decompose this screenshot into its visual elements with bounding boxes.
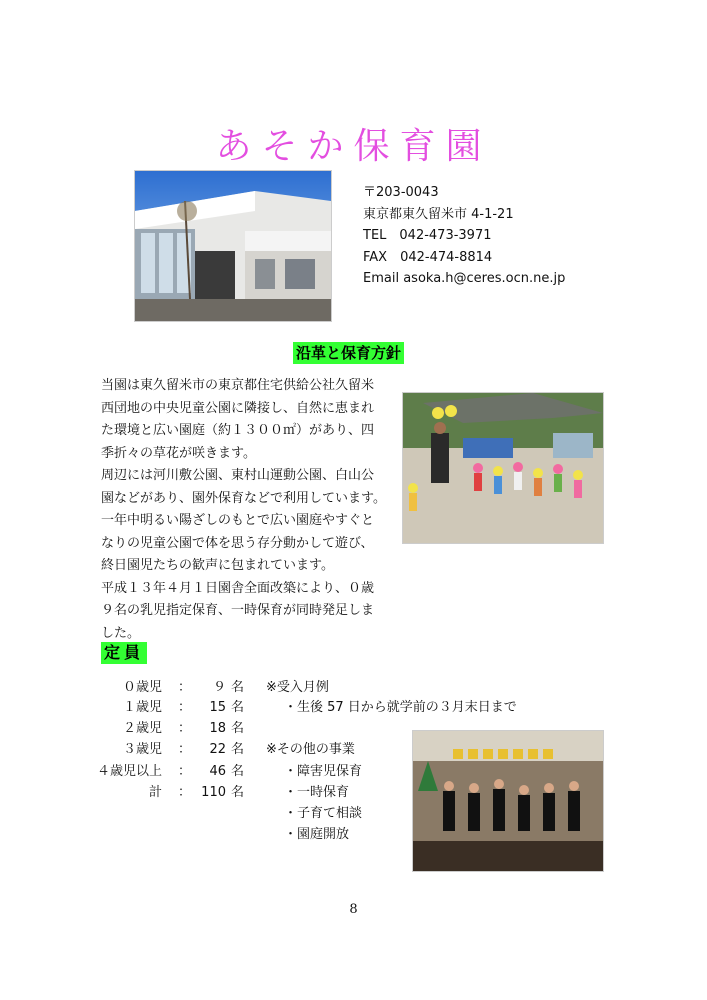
history-line: 当園は東久留米市の東京都住宅供給公社久留米 — [101, 378, 375, 393]
history-line: 西団地の中央児童公園に隣接し、自然に恵まれ — [101, 400, 375, 416]
fax: FAX 042-474-8814 — [363, 249, 493, 265]
playground-photo — [402, 392, 604, 544]
history-line: 周辺には河川敷公園、東村山運動公園、白山公 — [101, 468, 375, 483]
postal-code: 〒203-0043 — [363, 185, 439, 200]
capacity-heading: 定員 — [101, 642, 147, 664]
history-line: した。 — [101, 625, 141, 641]
capacity-note: ※その他の事業 — [266, 742, 355, 757]
building-photo — [134, 170, 332, 322]
phone: TEL 042-473-3971 — [363, 228, 492, 243]
capacity-note: ※受入月例 — [266, 680, 329, 695]
history-line: 終日園児たちの歓声に包まれています。 — [101, 558, 334, 573]
stage-performance-photo — [412, 730, 604, 872]
page-number: 8 — [349, 902, 358, 917]
history-heading: 沿革と保育方針 — [293, 342, 404, 364]
history-line: 一年中明るい陽ざしのもとで広い園庭やすぐと — [101, 513, 375, 528]
history-text — [101, 375, 391, 645]
page-title: あそか保育園 — [215, 126, 492, 167]
capacity-note: ・障害児保育 — [284, 764, 363, 779]
capacity-note: ・生後 57 日から就学前の３月末日まで — [284, 700, 517, 715]
history-line: 平成１３年４月１日園舎全面改築により、０歳 — [101, 580, 375, 596]
contact-block — [363, 182, 565, 290]
history-line: ９名の乳児指定保育、一時保育が同時発足しま — [101, 603, 375, 618]
capacity-note: ・一時保育 — [284, 785, 350, 800]
email: Email asoka.h@ceres.ocn.ne.jp — [363, 271, 566, 286]
history-line: 園などがあり、園外保育などで利用しています。 — [101, 490, 386, 506]
capacity-note: ・園庭開放 — [284, 827, 350, 842]
capacity-note: ・子育て相談 — [284, 806, 363, 821]
address: 東京都東久留米市 4-1-21 — [363, 206, 514, 222]
history-line: 季折々の草花が咲きます。 — [101, 445, 256, 461]
history-line: た環境と広い園庭（約１３００㎡）があり、四 — [101, 423, 375, 438]
history-line: なりの児童公園で体を思う存分動かして遊び、 — [101, 535, 374, 551]
